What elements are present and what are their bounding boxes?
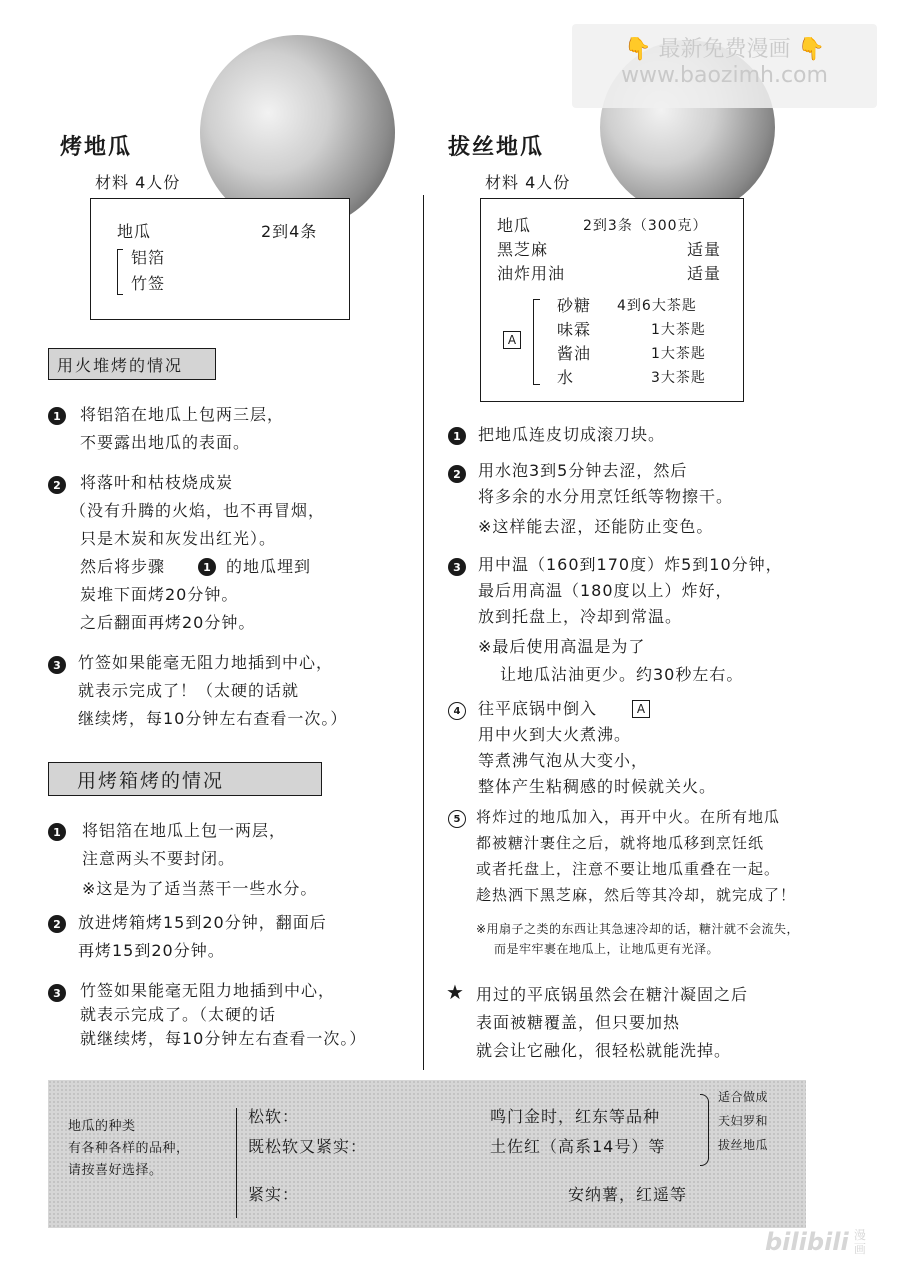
ingredient-amount: 2到4条 — [261, 222, 318, 241]
step-number: 3 — [48, 656, 66, 674]
tip-line: 表面被糖覆盖，但只要加热 — [476, 1013, 681, 1032]
step-line: ※这样能去涩，还能防止变色。 — [478, 517, 714, 536]
footer-intro-line: 请按喜好选择。 — [68, 1163, 163, 1178]
section-banner-campfire: 用火堆烤的情况 — [48, 348, 216, 380]
ingredient-name: 油炸用油 — [497, 264, 566, 283]
ingredient-amount: 2到3条（300克） — [583, 218, 708, 234]
bilibili-logo-text: bilibili — [765, 1228, 849, 1256]
step-line: 竹签如果能毫无阻力地插到中心， — [78, 653, 334, 672]
ingredient-name: 地瓜 — [497, 216, 532, 235]
step-line: 的地瓜埋到 — [226, 557, 312, 576]
step-number: 2 — [48, 476, 66, 494]
step-line: 继续烤，每10分钟左右查看一次。） — [78, 709, 348, 728]
step-line: 不要露出地瓜的表面。 — [80, 433, 251, 452]
ingredient-name: 竹签 — [131, 274, 166, 293]
step-reference-number: 1 — [198, 558, 216, 576]
side-note-line: 天妇罗和 — [718, 1114, 769, 1128]
variety-label: 松软： — [248, 1107, 300, 1126]
variety-label: 紧实： — [248, 1185, 300, 1204]
ingredient-name: 酱油 — [557, 344, 592, 363]
step-line: 放到托盘上，冷却到常温。 — [478, 607, 683, 626]
right-ingredients-box — [480, 198, 744, 402]
step-number: 3 — [448, 558, 466, 576]
step-line: 就继续烤，每10分钟左右查看一次。） — [80, 1029, 367, 1048]
step-number: 2 — [48, 915, 66, 933]
variety-value: 安纳薯，红遥等 — [568, 1185, 688, 1204]
group-bracket — [533, 299, 540, 385]
watermark-url: www.baozimh.com — [621, 63, 828, 88]
footer-intro-line: 地瓜的种类 — [68, 1119, 136, 1134]
step-line: 或者托盘上，注意不要让地瓜重叠在一起。 — [476, 860, 781, 878]
step-number: 4 — [448, 702, 466, 720]
step-number: 1 — [48, 823, 66, 841]
ingredient-amount: 4到6大茶匙 — [617, 298, 697, 314]
step-number: 1 — [448, 427, 466, 445]
variety-value: 鸣门金时，红东等品种 — [490, 1107, 661, 1126]
side-note-line: 适合做成 — [718, 1090, 769, 1104]
footer-panel — [48, 1080, 806, 1228]
step-line: ※这是为了适当蒸干一些水分。 — [82, 879, 318, 898]
step-line: 将炸过的地瓜加入，再开中火。在所有地瓜 — [476, 808, 781, 826]
small-note: 而是牢牢裹在地瓜上，让地瓜更有光泽。 — [494, 942, 720, 956]
step-line: 再烤15到20分钟。 — [78, 941, 225, 960]
step-line: （没有升腾的火焰，也不再冒烟， — [70, 501, 326, 520]
step-line: 就表示完成了。（太硬的话 — [80, 1005, 277, 1024]
step-number: 2 — [448, 465, 466, 483]
tip-line: 用过的平底锅虽然会在糖汁凝固之后 — [476, 985, 749, 1004]
ingredient-bracket — [117, 249, 123, 295]
step-line: 整体产生粘稠感的时候就关火。 — [478, 777, 717, 796]
step-line: 让地瓜沾油更少。约30秒左右。 — [500, 665, 744, 684]
left-servings: 材料 4人份 — [95, 173, 181, 192]
step-line: 只是木炭和灰发出红光）。 — [80, 529, 277, 548]
bilibili-logo-sub: 漫画 — [853, 1228, 866, 1256]
watermark-line1: 最新免费漫画 — [658, 37, 791, 62]
footer-divider — [236, 1108, 237, 1218]
step-line: 放进烤箱烤15到20分钟，翻面后 — [78, 913, 327, 932]
section-banner-oven: 用烤箱烤的情况 — [48, 762, 322, 796]
step-line: 把地瓜连皮切成滚刀块。 — [478, 425, 666, 444]
right-servings: 材料 4人份 — [485, 173, 571, 192]
step-line: 竹签如果能毫无阻力地插到中心， — [80, 981, 336, 1000]
step-line: 用水泡3到5分钟去涩，然后 — [478, 461, 688, 480]
ingredient-name: 黑芝麻 — [497, 240, 549, 259]
step-line: 就表示完成了！（太硬的话就 — [78, 681, 300, 700]
step-line: 将铝箔在地瓜上包一两层， — [82, 821, 287, 840]
variety-value: 土佐红（高系14号）等 — [490, 1137, 666, 1156]
ingredient-name: 砂糖 — [557, 296, 592, 315]
step-line: 等煮沸气泡从大变小， — [478, 751, 649, 770]
bilibili-logo — [765, 1228, 895, 1268]
variety-label: 既松软又紧实： — [248, 1137, 368, 1156]
step-number: 3 — [48, 984, 66, 1002]
side-note-line: 拔丝地瓜 — [718, 1138, 769, 1152]
tip-line: 就会让它融化，很轻松就能洗掉。 — [476, 1041, 732, 1060]
ingredient-name: 味霖 — [557, 320, 592, 339]
column-divider — [423, 195, 424, 1070]
step-line: ※最后使用高温是为了 — [478, 637, 646, 656]
ingredient-amount: 适量 — [687, 264, 722, 283]
step-line: 然后将步骤 — [80, 557, 166, 576]
small-note: ※用扇子之类的东西让其急速冷却的话，糖汁就不会流失， — [476, 922, 800, 936]
left-recipe-title: 烤地瓜 — [60, 135, 133, 160]
step-line: 用中火到大火煮沸。 — [478, 725, 632, 744]
step-line: 将多余的水分用烹饪纸等物擦干。 — [478, 487, 734, 506]
step-line: 之后翻面再烤20分钟。 — [80, 613, 256, 632]
group-a-reference: A — [632, 700, 650, 718]
pointing-down-hand-icon: 👇 — [624, 37, 652, 62]
step-line: 用中温（160到170度）炸5到10分钟， — [478, 555, 783, 574]
step-line: 将铝箔在地瓜上包两三层， — [80, 405, 285, 424]
step-line: 将落叶和枯枝烧成炭 — [80, 473, 234, 492]
star-icon: ★ — [446, 980, 464, 1004]
step-line: 都被糖汁裹住之后，就将地瓜移到烹饪纸 — [476, 834, 765, 852]
left-ingredients-box — [90, 198, 350, 320]
step-number: 5 — [448, 810, 466, 828]
step-number: 1 — [48, 407, 66, 425]
step-line: 注意两头不要封闭。 — [82, 849, 236, 868]
ingredient-name: 铝箔 — [131, 248, 166, 267]
right-recipe-title: 拔丝地瓜 — [448, 135, 545, 160]
group-a-label: A — [503, 331, 521, 349]
step-line: 炭堆下面烤20分钟。 — [80, 585, 239, 604]
ingredient-amount: 适量 — [687, 240, 722, 259]
ingredient-name: 地瓜 — [117, 222, 152, 241]
footer-brace — [700, 1094, 709, 1166]
footer-intro-line: 有各种各样的品种， — [68, 1141, 190, 1156]
pointing-down-hand-icon: 👇 — [797, 37, 825, 62]
ingredient-amount: 1大茶匙 — [651, 322, 706, 338]
watermark-banner — [572, 24, 877, 108]
ingredient-name: 水 — [557, 368, 575, 387]
step-line: 最后用高温（180度以上）炸好， — [478, 581, 733, 600]
ingredient-amount: 3大茶匙 — [651, 370, 706, 386]
ingredient-amount: 1大茶匙 — [651, 346, 706, 362]
step-line: 趁热洒下黑芝麻，然后等其冷却，就完成了！ — [476, 886, 797, 904]
step-line: 往平底锅中倒入 — [478, 699, 598, 718]
